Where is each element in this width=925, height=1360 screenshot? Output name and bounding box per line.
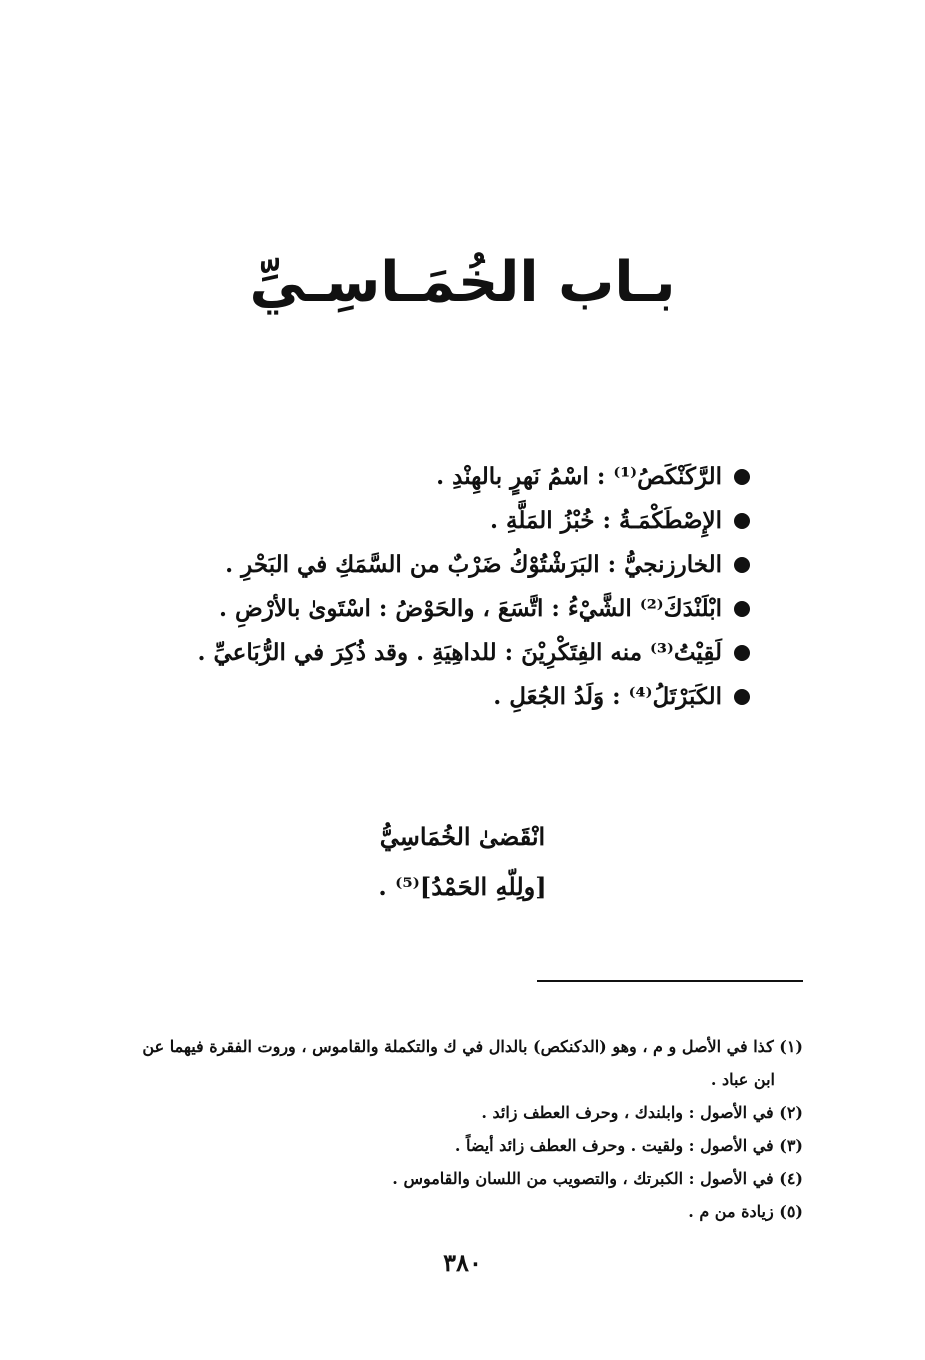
bullet-icon bbox=[734, 645, 750, 661]
page-number: ٣٨٠ bbox=[443, 1248, 482, 1277]
bullet-icon bbox=[734, 513, 750, 529]
entry-item bbox=[150, 587, 750, 631]
bullet-icon bbox=[734, 689, 750, 705]
closing-block bbox=[0, 812, 925, 912]
closing-line: انْقَضىٰ الخُمَاسِيُّ bbox=[379, 822, 546, 851]
footnote: (٤) في الأصول : الكبرتك ، والتصويب من اللسان والقاموس . bbox=[392, 1169, 803, 1188]
entry-item bbox=[150, 455, 750, 499]
footnotes bbox=[68, 1030, 803, 1228]
entry-text: ابْلَنْدَكَ⁽²⁾ الشَّيْءُ : اتَّسَعَ ، والحَوْضُ : اسْتَوىٰ بالأرْضِ . bbox=[218, 595, 722, 622]
bullet-icon bbox=[734, 601, 750, 617]
entry-item bbox=[150, 543, 750, 587]
chapter-title: بـاب الخُمَـاسِـيِّ bbox=[249, 250, 676, 315]
footnote-divider bbox=[537, 980, 803, 982]
entry-item bbox=[150, 631, 750, 675]
entry-text: الخارزنجيُّ : البَرَشْتُوْكُ ضَرْبٌ من السَّمَكِ في البَحْرِ . bbox=[225, 551, 722, 578]
entry-item bbox=[150, 675, 750, 719]
entry-item bbox=[150, 499, 750, 543]
bullet-icon bbox=[734, 557, 750, 573]
closing-line: [ولِلّهِ الحَمْدُ]⁽⁵⁾ . bbox=[378, 872, 547, 901]
footnote: (٥) زيادة من م . bbox=[688, 1202, 803, 1221]
footnote-continuation: ابن عباد . bbox=[710, 1070, 775, 1089]
entry-text: الكَبَرْتَلُ⁽⁴⁾ : وَلَدُ الجُعَلِ . bbox=[493, 683, 722, 710]
footnote: (١) كذا في الأصل و م ، وهو (الدكنكص) بالدال في ك والتكملة والقاموس ، وروت الفقرة فيهما عن bbox=[142, 1037, 803, 1056]
entry-text: الإِصْطَكْمَـةُ : خُبْزُ المَلَّةِ . bbox=[490, 507, 722, 534]
footnote: (٣) في الأصول : ولقيت . وحرف العطف زائد أيضاً . bbox=[454, 1136, 803, 1155]
bullet-icon bbox=[734, 469, 750, 485]
entry-list bbox=[150, 455, 750, 719]
footnote: (٢) في الأصول : وابلندك ، وحرف العطف زائد . bbox=[481, 1103, 803, 1122]
entry-text: الرَّكَنْكَصُ⁽¹⁾ : اسْمُ نَهرٍ بالهِنْدِ . bbox=[436, 463, 722, 490]
entry-text: لَقِيْتُ⁽³⁾ منه الفِتَكْرِيْنَ : للداهِيَةِ . وقد ذُكِرَ في الرُّبَاعيِّ . bbox=[197, 639, 722, 666]
